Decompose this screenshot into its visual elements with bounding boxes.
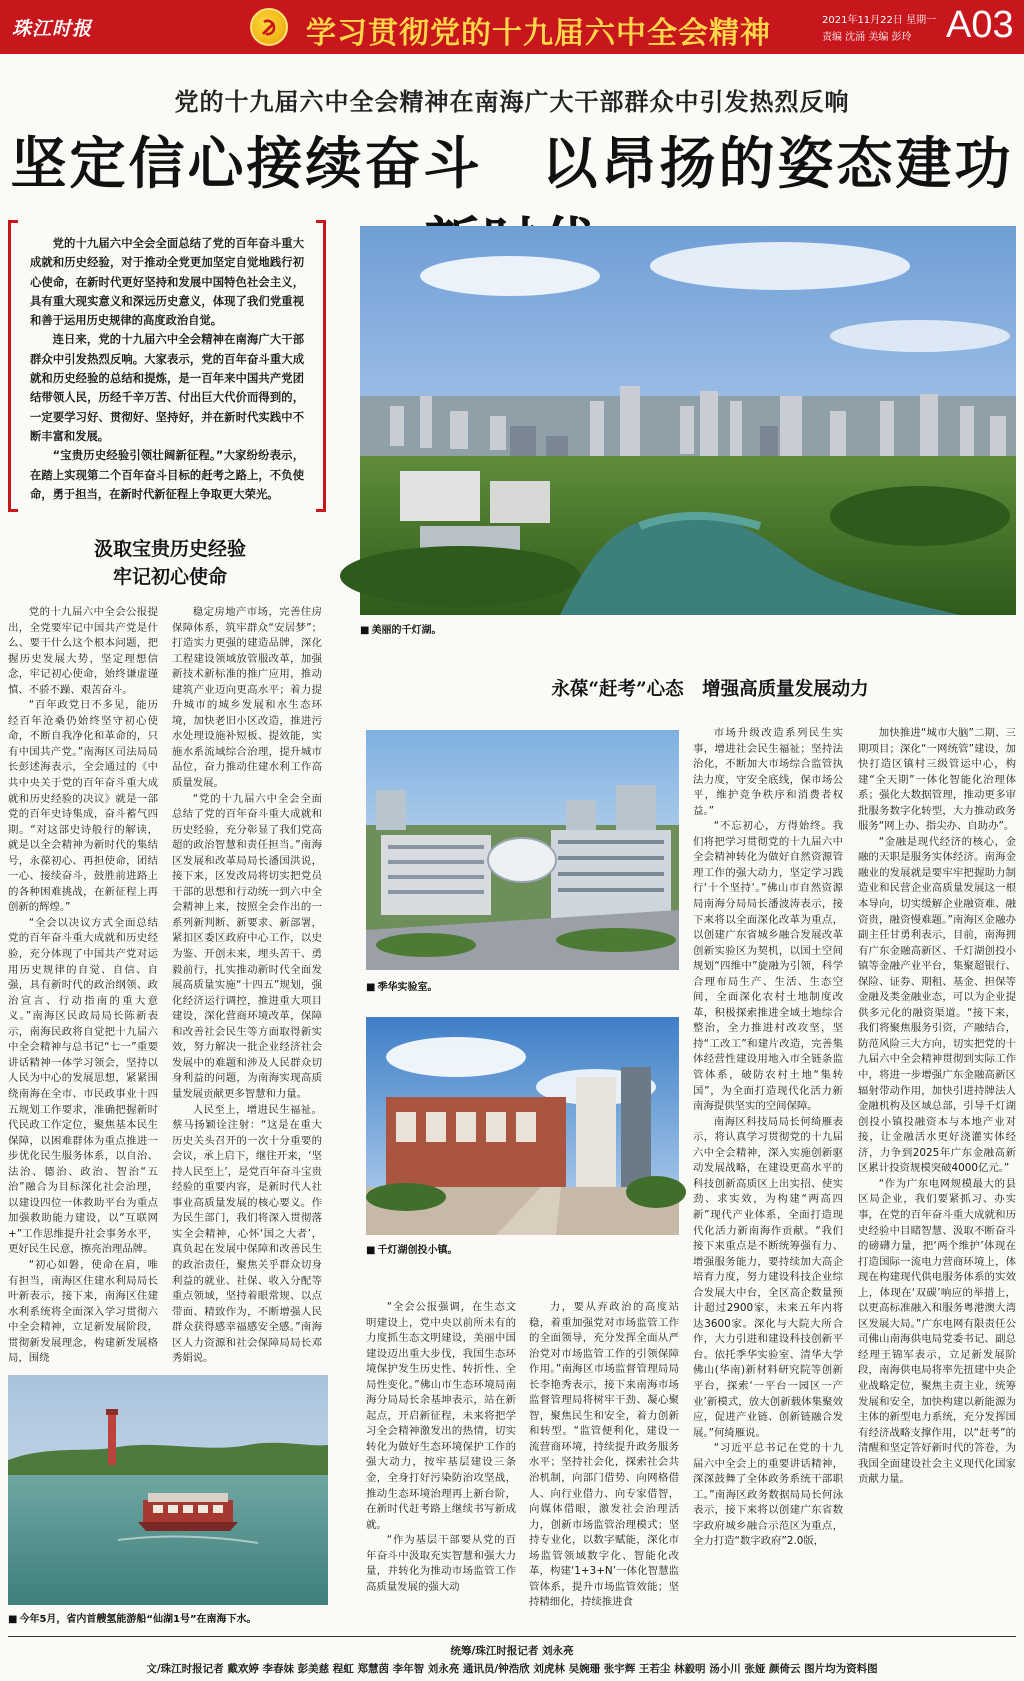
column-paragraph: “百年政党日不多见，能历经百年沧桑仍始终坚守初心使命，不断自我净化和革命的，只有中国共产党。”南海区司法局局长彭述海表示，全会通过的《中共中央关于党的百年奋斗重大成就和历史经验的决议》就是一部党的百年史诗集成，奋斗蓄气四期。“对这部史诗般行的解读，就是以全会精神为新时代的集结号，永葆初心、再担使命，团结一心、接续奋斗，鼓胜前进路上的各种困难挑战，在新征程上再创新的辉煌。” (8, 699, 158, 914)
column-paragraph: 力，要从弃政治的高度站稳，着重加强党对市场监管工作的全面领导，充分发挥全面从严治党对市场监管工作的引领保障作用。”南海区市场监督管理局局长李艳秀表示，接下来南海市场监督管理局将树牢干劲、凝心聚智，聚焦民生和安全，着力创新和转型。“监管便利化，建设一流营商环境，持续提升政务服务水平；坚持社会化，探索社会共治机制，向部门借势、向网格借人、向行业借力、向专家借智，向媒体借眼，激发社会治理活力，创新市场监管治理模式；坚持专业化，以数字赋能，深化市场监管领域数字化、智能化改革，构建‘1+3+N’一体化智慧监管体系，提升市场监管效能；坚持精细化，持续推进食 (529, 1301, 679, 1609)
column-paragraph: “党的十九届六中全会全面总结了党的百年奋斗重大成就和历史经验，充分彰显了我们党高超的政治智慧和责任担当。”南海区发展和改革局局长潘国洪说，接下来，区发改局将切实把党员干部的思想和行动统一到六中全会精神上来，按照全会作出的一系列新判断、新要求、新部署，紧扣区委区政府中心工作，以史为鉴、开创未来，埋头苦干、勇毅前行，扎实推动新时代全面发展高质量实施“十四五”规划，强化经济运行调控，推进重大项目建设，深化营商环境改革，保障和改善社会民生等方面取得新实效，努力解决一批企业经济社会发展中的难题和涉及人民群众切身利益的问题，为南海实现高质量发展贡献更多智慧和力量。 (172, 792, 322, 1100)
lead-paragraph: 党的十九届六中全会全面总结了党的百年奋斗重大成就和历史经验，对于推动全党更加坚定自觉地践行初心使命，在新时代更好坚持和发展中国特色社会主义，具有重大现实意义和深远历史意义，体现了我们党重视和善于运用历史规律的高度政治自觉。 (30, 237, 304, 328)
paper-logo: 珠江时报 (12, 18, 93, 40)
column-paragraph: “全会以决议方式全面总结党的百年奋斗重大成就和历史经验，充分体现了中国共产党对运用历史规律的自觉、自信、自强，具有新时代的政治纲领、政治宣言、行动指南的重大意义。”南海区民政局局长陈新表示，南海民政将自觉把十九届六中全会精神与总书记“七一”重要讲话精神一体学习领会，坚持以人民为中心的发展思想，紧紧围绕南海在全市、市民政事业十四五规划工作要求，准确把握新时代民政工作定位，聚焦基本民生保障，以困难群体为重点推进一步优化民生服务体系，以自治、法治、德治、政治、智治“五治”融合为目标深化社会治理，以建设四位一体救助平台为重点加强救助能力建设，以“互联网+”工作思维提升社会事务水平，更好民生民意，擦亮治理品牌。 (8, 916, 158, 1256)
column-paragraph: 党的十九届六中全会公报提出，全党要牢记中国共产党是什么、要干什么这个根本问题，把握历史发展大势，坚定理想信念，牢记初心使命，始终谦虚谨慎、不骄不躁、艰苦奋斗。 (8, 606, 158, 696)
section-heading-history (60, 535, 280, 591)
lab-photo (366, 730, 679, 970)
venture-town-photo (366, 1017, 679, 1235)
column-paragraph: “习近平总书记在党的十九届六中全会上的重要讲话精神，深深鼓舞了全体政务系统干部职工。”南海区政务数据局局长何泳表示，接下来将以创建广东省数字政府城乡融合示范区为重点，全力打造“数字政府”2.0版， (693, 1442, 843, 1548)
page-number: A03 (946, 4, 1014, 46)
photo-caption-lake: ■ 美丽的千灯湖。 (360, 621, 441, 636)
lead-paragraph: “宝贵历史经验引领壮阔新征程。”大家纷纷表示，在踏上实现第二个百年奋斗目标的赶考之路上，不负使命，勇于担当，在新时代新征程上争取更大荣光。 (30, 449, 304, 501)
footer-credits: 文/珠江时报记者 戴欢婷 李春妹 彭美慈 程虹 郑慧茵 李年智 刘永亮 通讯员/钟浩欣 刘虎林 吴婉珊 张宇辉 王若尘 林毅明 汤小川 张娅 颜倚云 图片均为资料图 (146, 1663, 878, 1675)
column-paragraph: 人民至上，增进民生福祉。蔡马扬颖诠注射：“这是在重大历史关头召开的一次十分重要的会议，承上启下，继往开来，‘坚持人民至上’，是党百年奋斗宝贵经验的重要内容，是新时代人社事业高质量发展的核心要义。作为民生部门，我们将深入贯彻落实全会精神，心怀‘国之大者’，真负起在发展中保障和改善民生的政治责任，聚焦关乎群众切身利益的就业、社保、收入分配等重点领域，坚持着眼常规、以点带面、精致作为，不断增强人民群众获得感幸福感安全感。”南海区人力资源和社会保障局局长邓秀娟说。 (172, 1103, 322, 1365)
photo-caption-boat: ■ 今年5月，省内首艘氢能游船“仙湖1号”在南海下水。 (8, 1610, 257, 1625)
lead-bracket-left (8, 220, 18, 512)
lead-paragraph: 连日来，党的十九届六中全会精神在南海广大干部群众中引发热烈反响。大家表示，党的百年奋斗重大成就和历史经验的总结和提炼，是一百年来中国共产党团结带领人民，历经千辛万苦、付出巨大代价而得到的，一定要学习好、贯彻好、坚持好，并在新时代实践中不断丰富和发展。 (30, 333, 304, 443)
masthead-band (0, 0, 1024, 54)
headline-kicker: 党的十九届六中全会精神在南海广大干部群众中引发热烈反响 (174, 88, 850, 116)
lead-summary-box (8, 220, 326, 512)
article-column-1 (8, 605, 158, 1365)
section-heading-line2: 牢记初心使命 (112, 566, 227, 588)
photo-caption-town: ■ 千灯湖创投小镇。 (366, 1241, 457, 1256)
article-column-6 (858, 726, 1016, 1624)
section-heading-exam: 永葆“赶考”心态 增强高质量发展动力 (551, 679, 869, 700)
column-paragraph: 加快推进“城市大脑”二期、三期项目；深化“一网统管”建设，加快打造区镇村三级管运中心，构建“全天期”一体化智能化治理体系；强化大数据管理，推动更多审批服务数字化转型，大力推动政务服务“网上办、指尖办、自助办”。 (858, 727, 1016, 833)
lead-bracket-right (316, 220, 326, 512)
column-paragraph: “作为广东电网规模最大的县区局企业，我们要紧抓习、办实事，在党的百年奋斗重大成就和历史经验中目睹智慧、汲取不断奋斗的磅礴力量，把‘两个维护’体现在打造国际一流电力营商环境上，体现在构建现代供电服务体系的实效上，体现在‘双碳’响应的举措上，以更高标准融入和服务粤港澳大湾区发展大局。”广东电网有限责任公司佛山南海供电局党委书记、副总经理王锦军表示，立足新发展阶段，南海供电局将率先扭建中央企业战略定位，聚焦主责主业，统筹发展和安全，加快构建以新能源为主体的新型电力系统，充分发挥国有经济战略支撑作用，以“赶考”的清醒和坚定答好新时代的答卷，为我国全面建设社会主义现代化国家贡献力量。 (858, 1177, 1016, 1486)
footer-coordination: 统筹/珠江时报记者 刘永亮 (450, 1645, 574, 1657)
footer-divider (8, 1636, 1016, 1637)
party-emblem-icon (250, 8, 288, 46)
headline-title: 坚定信心接续奋斗 以昂扬的姿态建功 (10, 132, 1014, 197)
column-paragraph: “金融是现代经济的核心，金融的天职是服务实体经济。南海金融业的发展就是要牢牢把握助力制造业和民营企业高质量发展这一根本导向，切实缓解企业融资难、融资贵，融资慢难题。”南海区金融办副主任甘勇利表示，目前，南海拥有广东金融高新区、千灯湖创投小镇等金融产业平台，集聚超银行、保险、证券、期租、基金、担保等金融及类金融业态，可以为企业提供多元化的融资渠道。“接下来，我们将聚焦服务引资，产融结合，防范风险三大方向，切实把党的十九届六中全会精神贯彻到实际工作中，将进一步增强广东金融高新区辐射带动作用，加快引进持牌法人金融机构及区域总部，引导千灯湖创投小镇投融资本与本地产业对接，让金融活水更好浇灌实体经济，力争到2025年广东金融高新区累计投资规模突破4000亿元。” (858, 835, 1016, 1175)
column-paragraph: “初心如磐，使命在肩，唯有担当，南海区住建水利局局长叶新表示，接下来，南海区住建水利系统将全面深入学习贯彻六中全会精神，立足新发展阶段，贯彻新发展理念，构建新发展格局，围绕 (8, 1258, 158, 1365)
editors-line: 责编 沈涌 美编 彭玲 (822, 32, 912, 43)
article-column-5 (693, 726, 843, 1624)
column-paragraph: “不忘初心，方得始终。我们将把学习贯彻党的十九届六中全会精神转化为做好自然资源管理工作的强大动力，坚定学习践行‘十个坚持’。”佛山市自然资源局南海分局局长潘波涛表示，接下来将以全面深化改革为重点，以创建广东省城乡融合发展改革创新实验区为契机，以国土空间规划“四维中”旋融为引领，科学合理布局生产、生活、生态空间，全面深化农村土地制度改革，积极探索推进全域土地综合整治，全力推进村改攻坚，坚持“工改工”和建片改造，完善集体经营性建设用地入市全链条监管体系，破防农村土地“集转国”，为全面打造现代化活力新南海提供坚实的空间保障。 (693, 820, 843, 1113)
photo-caption-lab: ■ 季华实验室。 (366, 978, 437, 993)
page-slogan: 学习贯彻党的十九届六中全会精神 (306, 16, 771, 51)
lake-aerial-photo (360, 226, 1016, 615)
column-paragraph: 南海区科技局局长何绮雁表示，将认真学习贯彻党的十九届六中全会精神，深入实施创新驱动发展战略，在建设更高水平的科技创新高质区上出实招、使实劲、求实效，为构建“两高四新”现代产业体系，全面打造现代化活力新南海作贡献。“我们接下来重点是不断统筹强有力、增强服务能力，要持续加大高企培育力度，努力建设科技企业综合发展大中台，全区高企数量预计超过2900家，未来五年内将达3600家。深化与大院大所合作，大力引进和建设科技创新平台。依托季华实验室、清华大学佛山(华南)新材料研究院等创新平台，探索‘一平台一园区一产业’新模式，放大创新载体集聚效应，促进产业链、创新链融合发展。”何绮雁说。 (693, 1115, 843, 1439)
hydrogen-boat-photo (8, 1375, 328, 1605)
article-column-4 (529, 1300, 679, 1624)
column-paragraph: 稳定房地产市场，完善住房保障体系，筑牢群众“安居梦”；打造实力更强的建造品牌，深化工程建设领域放管服改革，加强新技术新标准的推广应用，推动建筑产业迈向更高水平；着力提升城市的城乡发展和水生态环境，加快老旧小区改造，推进污水处理设施补短板、提效能，实施水系流域综合治理，提升城市品位，奋力推动住建水利工作高质量发展。 (172, 606, 322, 790)
article-column-2 (172, 605, 322, 1365)
column-paragraph: “全会公报强调，在生态文明建设上，党中央以前所未有的力度抓生态文明建设，美丽中国建设迈出重大步伐，我国生态环境保护发生历史性、转折性、全局性变化。”佛山市生态环境局南海分局局长余基坤表示，站在新起点，开启新征程，未来将把学习全会精神激发出的热情，切实转化为做好生态环境保护工作的强大动力，按牢基层建设三条金，全身打好污染防治攻坚战，推动生态环境治理再上新台阶，在新时代赶考路上继续书写新成就。 (366, 1301, 516, 1531)
article-column-3 (366, 1300, 516, 1624)
column-paragraph: 市场升级改造系列民生实事，增进社会民生福祉；坚持法治化，不断加大市场综合监管执法力度，守安全底线，保市场公平，维护竞争秩序和消费者权益。” (693, 727, 843, 817)
section-heading-line1: 汲取宝贵历史经验 (93, 538, 246, 560)
issue-date: 2021年11月22日 星期一 (822, 15, 937, 26)
column-paragraph: “作为基层干部要从党的百年奋斗中汲取充实智慧和强大力量，并转化为推动市场监管工作高质量发展的强大动 (366, 1534, 516, 1593)
